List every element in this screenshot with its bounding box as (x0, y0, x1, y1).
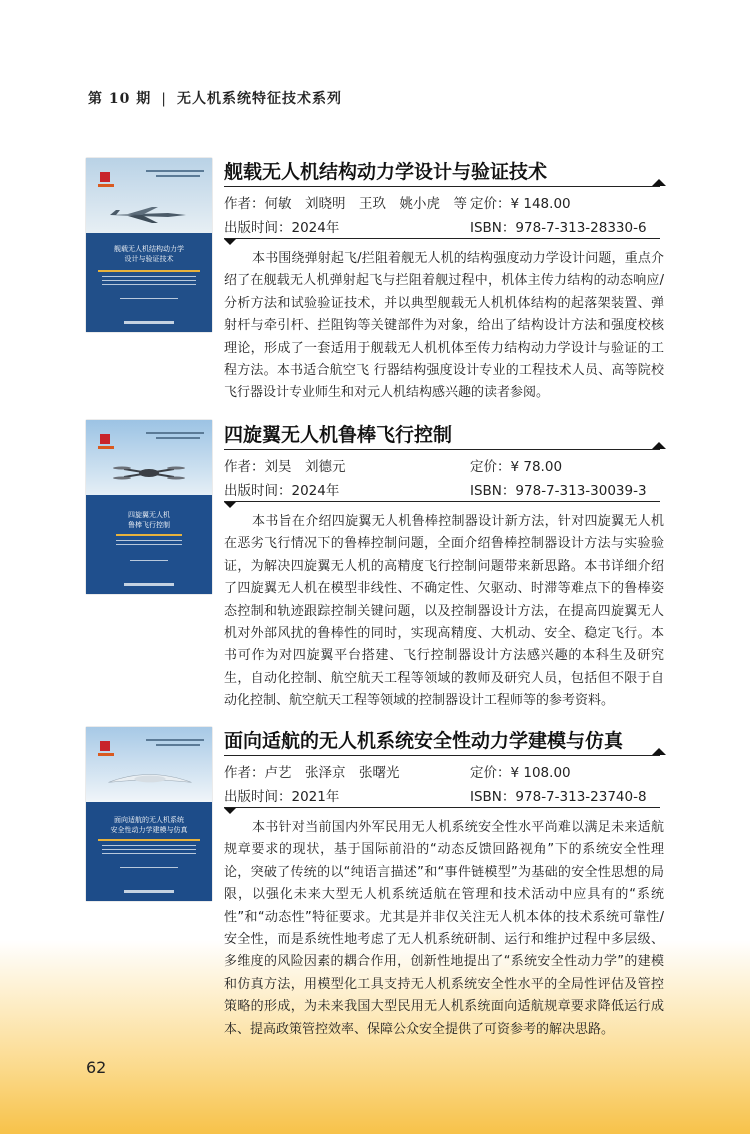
book-description: 本书围绕弹射起飞/拦阻着舰无人机的结构强度动力学设计问题，重点介绍了在舰载无人机弹射起飞与拦阻着舰过程中，机体主传力结构的动态响应/分析方法和试验验证技术，并以典型舰载无人机机体结构的起落架装置、弹射杆与牵引杆、拦阻钩等关键部件为对象，给出了结构设计方法和强度校核理论，形成了一套适用于舰载无人机机体至传力结构动力学设计与验证的工程方法。本书适合航空飞 行器结构强度设计专业的工程技术人员、高等院校飞行器设计专业师生和对元人机结构感兴趣的读者参阅。 (224, 251, 664, 401)
running-header (88, 88, 342, 108)
author-line: 作者：何敏 刘晓明 王玖 姚小虎 等 (224, 196, 467, 212)
book-title: 面向适航的无人机系统安全性动力学建模与仿真 (224, 730, 624, 752)
price: ¥ 108.00 (510, 765, 571, 781)
triangle-right-icon (652, 748, 666, 755)
book-description: 本书旨在介绍四旋翼无人机鲁棒控制器设计新方法，针对四旋翼无人机在恶劣飞行情况下的鲁棒控制问题，全面介绍鲁棒控制器设计方法与实验验证，为解决四旋翼无人机的高精度飞行控制问题带来新思路。本书详细介绍了四旋翼无人机在模型非线性、不确定性、欠驱动、时滞等难点下的鲁棒姿态控制和轨迹跟踪控制关键问题，以及控制器设计方法，在提高四旋翼无人机对外部风扰的鲁棒性的同时，实现高精度、大机动、安全、稳定飞行。本书可作为对四旋翼平台搭建、飞行控制器设计方法感兴趣的本科生及研究生，自动化控制、航空航天工程等领域的教师及研究人员，包括但不限于自动化控制、航空航天工程等领域的控制器设计工程师等的参考资料。 (224, 514, 664, 709)
price-line: 定价：¥ 108.00 (470, 765, 571, 781)
price: ¥ 148.00 (510, 196, 571, 212)
triangle-down-icon (224, 502, 236, 508)
authors: 卢艺 张泽京 张曙光 (264, 765, 400, 781)
authors: 刘昊 刘德元 (264, 459, 346, 475)
authors: 何敏 刘晓明 王玖 姚小虎 等 (264, 196, 467, 212)
book-title: 四旋翼无人机鲁棒飞行控制 (224, 424, 453, 446)
triangle-down-icon (224, 239, 236, 245)
isbn: 978-7-313-28330-6 (515, 220, 647, 236)
series-label: 无人机系统特征技术系列 (176, 91, 342, 107)
cover-title: 面向适航的无人机系统 安全性动力学建模与仿真 (110, 816, 188, 834)
book-cover-image (86, 420, 212, 594)
triangle-right-icon (652, 179, 666, 186)
author-line: 作者：卢艺 张泽京 张曙光 (224, 765, 400, 781)
book-cover-image (86, 158, 212, 332)
book-title: 舰载无人机结构动力学设计与验证技术 (224, 161, 548, 183)
meta-rule (224, 238, 660, 239)
publish-date: 2024年 (291, 220, 340, 236)
quadrotor-illustration-icon (108, 460, 190, 484)
author-line: 作者：刘昊 刘德元 (224, 459, 346, 475)
isbn-line: ISBN：978-7-313-23740-8 (470, 789, 647, 805)
publish-date-line: 出版时间：2024年 (224, 220, 340, 236)
book-description: 本书针对当前国内外军民用无人机系统安全性水平尚难以满足未来适航规章要求的现状，基于国际前沿的“动态反馈回路视角”下的系统安全性理论，突破了传统的以“纯语言描述”和“事件链模型”为基础的安全性思想的局限，以强化未来大型无人机系统适航在管理和技术活动中应具有的“系统性”和“动态性”特征要求。尤其是并非仅关注无人机本体的技术系统可靠性/安全性，而是系统性地考虑了无人机系统研制、运行和维护过程中多层级、多维度的风险因素的耦合作用，创新性地提出了“系统安全性动力学”的建模和仿真方法，用模型化工具支持无人机系统安全性水平的全局性评估及管控策略的形成，为未来我国大型民用无人机系统面向适航规章要求降低运行成本、提高政策管控效率、保障公众安全提供了可资参考的解决思路。 (224, 820, 664, 1037)
publish-date: 2021年 (291, 789, 340, 805)
isbn-line: ISBN：978-7-313-28330-6 (470, 220, 647, 236)
price: ¥ 78.00 (510, 459, 563, 475)
isbn: 978-7-313-23740-8 (515, 789, 647, 805)
triangle-right-icon (652, 442, 666, 449)
issue-label: 第 10 期 (88, 91, 152, 107)
title-rule (224, 755, 660, 756)
publish-date: 2024年 (291, 483, 340, 499)
title-rule (224, 186, 660, 187)
isbn-line: ISBN：978-7-313-30039-3 (470, 483, 647, 499)
page-number: 62 (86, 1058, 107, 1077)
triangle-down-icon (224, 808, 236, 814)
drone-illustration-icon (108, 206, 190, 224)
price-line: 定价：¥ 78.00 (470, 459, 563, 475)
meta-rule (224, 807, 660, 808)
price-line: 定价：¥ 148.00 (470, 196, 571, 212)
flying-wing-illustration-icon (104, 765, 196, 793)
book-cover-image (86, 727, 212, 901)
publish-date-line: 出版时间：2021年 (224, 789, 340, 805)
title-rule (224, 449, 660, 450)
cover-title: 四旋翼无人机 鲁棒飞行控制 (128, 511, 170, 529)
isbn: 978-7-313-30039-3 (515, 483, 647, 499)
cover-title: 舰载无人机结构动力学 设计与验证技术 (114, 245, 184, 263)
meta-rule (224, 501, 660, 502)
header-separator: | (161, 91, 167, 107)
publish-date-line: 出版时间：2024年 (224, 483, 340, 499)
